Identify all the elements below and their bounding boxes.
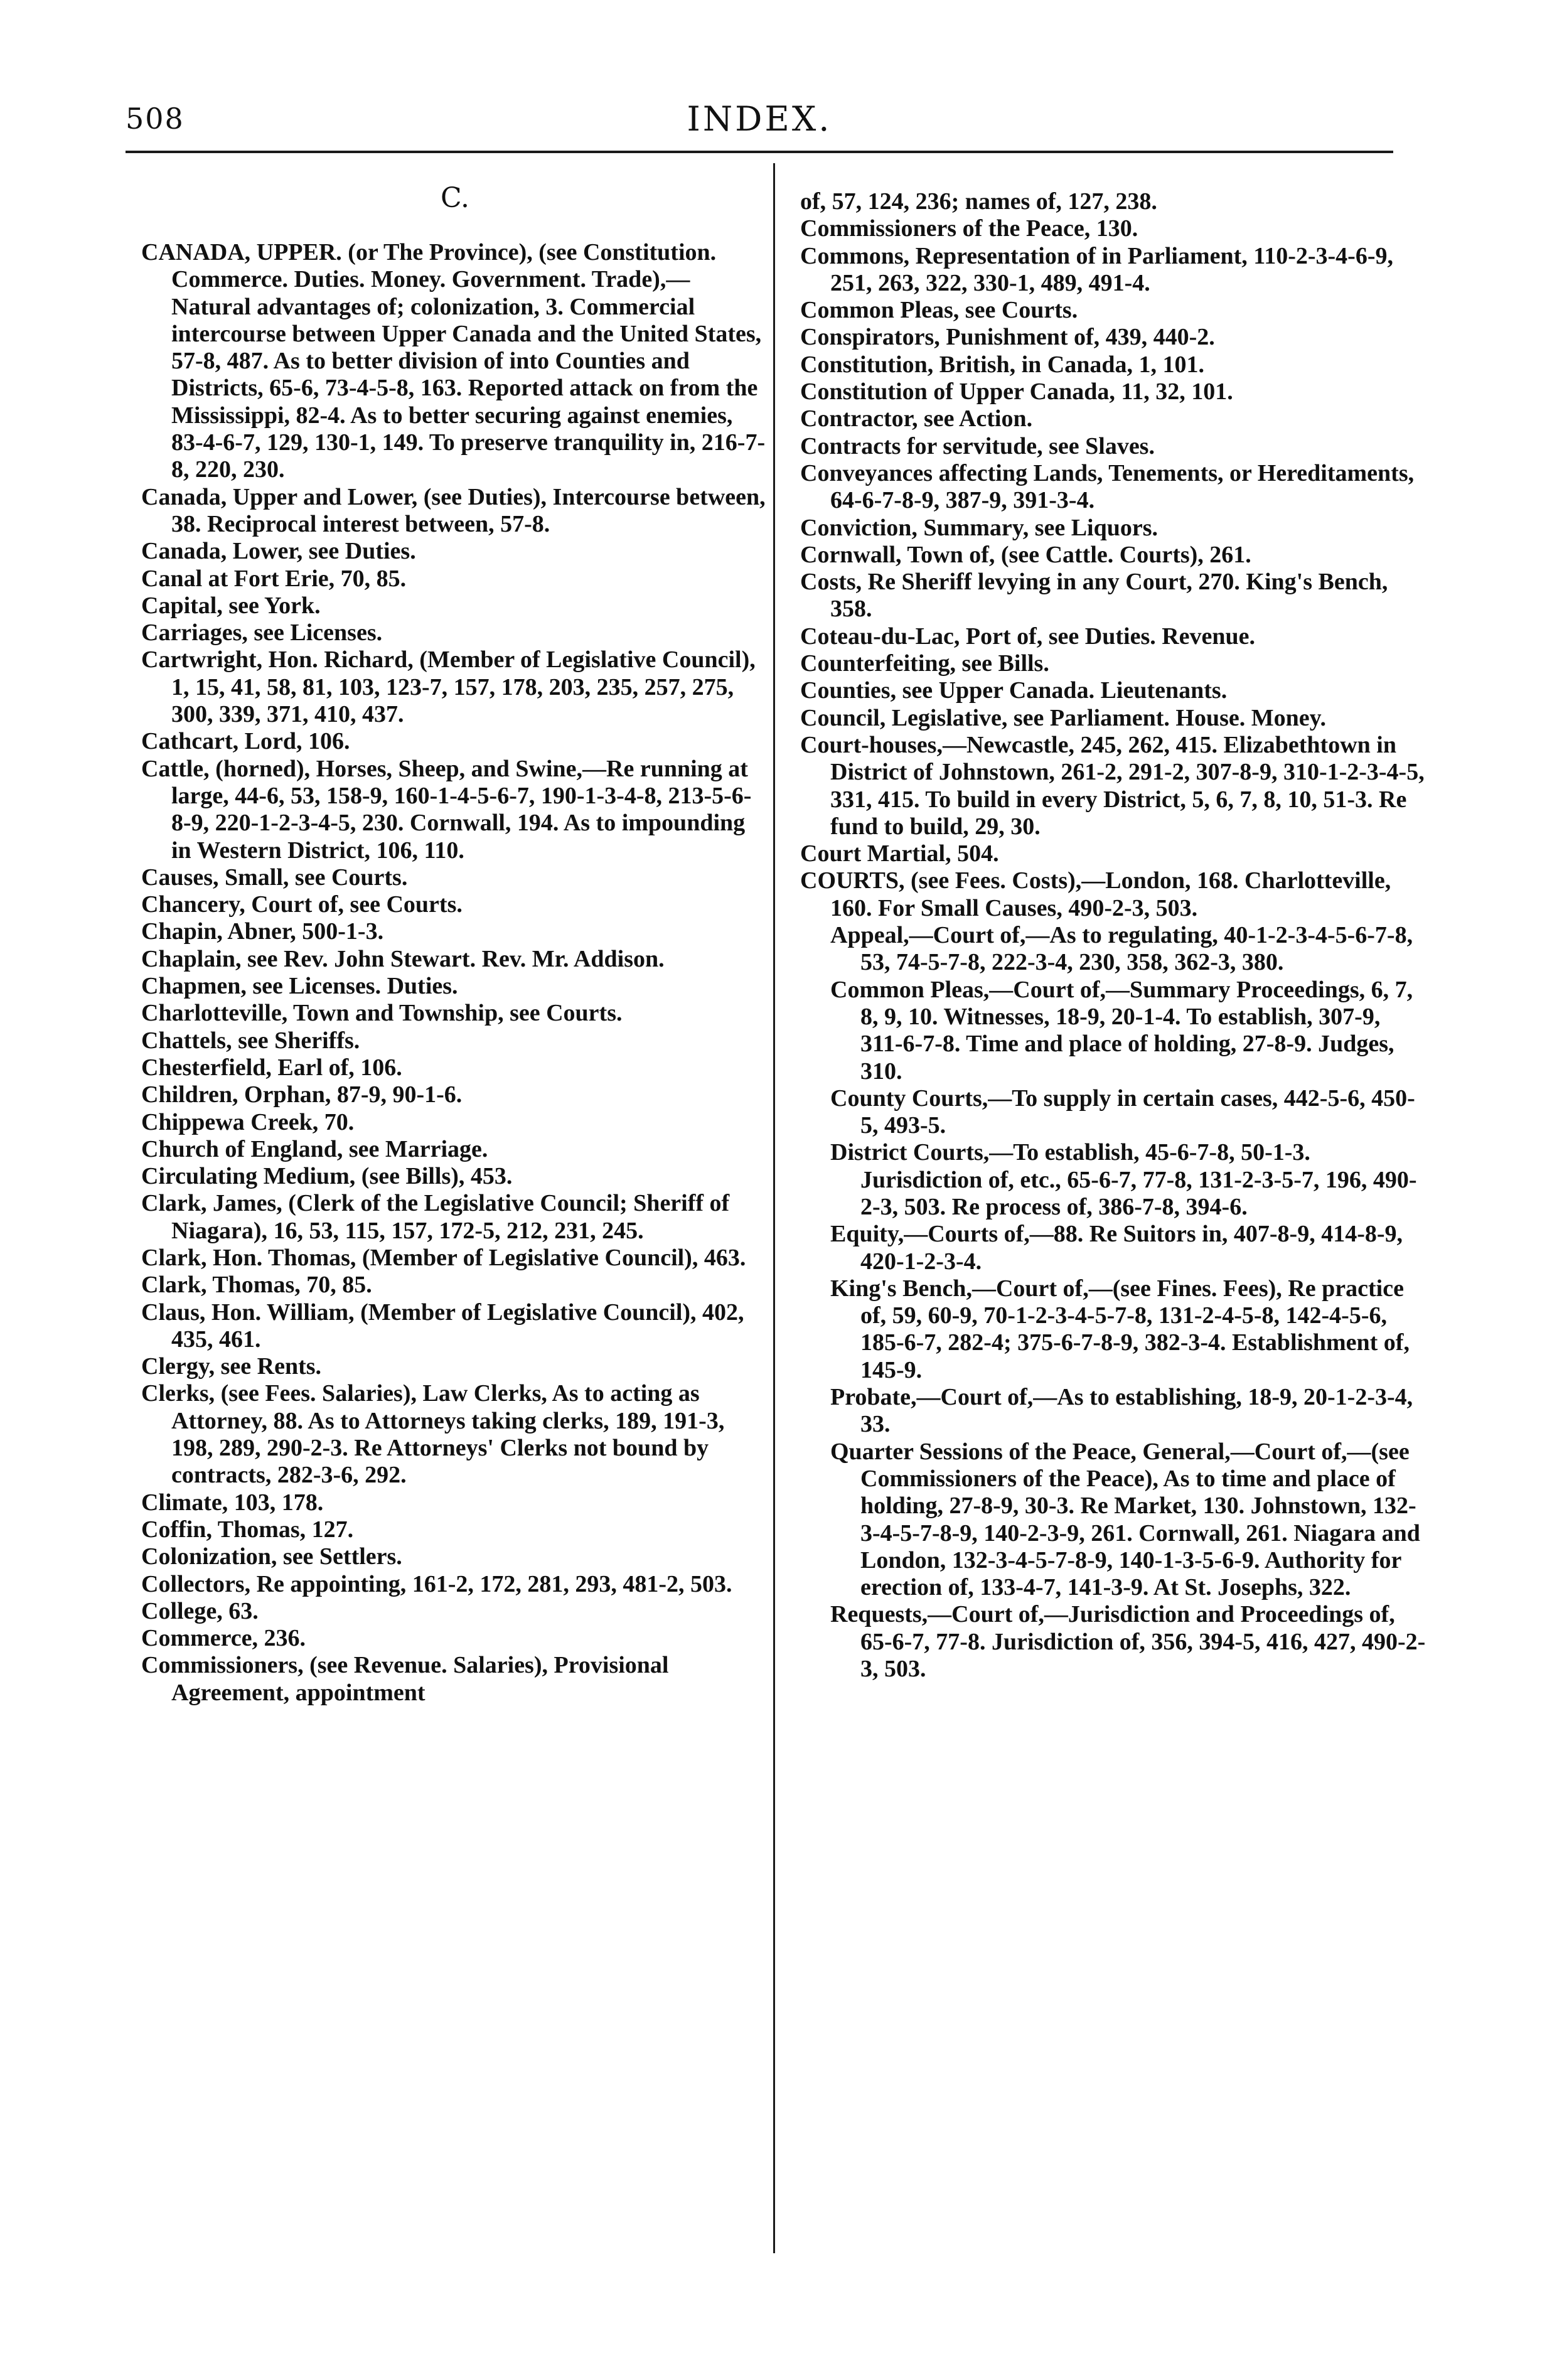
index-entry: Canada, Lower, see Duties. — [141, 538, 416, 565]
index-subentry: Probate,—Court of,—As to establishing, 18-9, 20-1-2-3-4, 33. — [830, 1384, 1413, 1438]
index-subentry: Common Pleas,—Court of,—Summary Proceedings, 6, 7, 8, 9, 10. Witnesses, 18-9, 20-1-4. To establish, 307-9, 311-6-7-8. Time and place of holding, 27-8-9. Judges, 310. — [830, 976, 1413, 1085]
index-entry: Counties, see Upper Canada. Lieutenants. — [800, 677, 1228, 704]
index-entry: Constitution of Upper Canada, 11, 32, 101. — [800, 378, 1233, 405]
index-entry: Church of England, see Marriage. — [141, 1135, 488, 1162]
index-entry: Cathcart, Lord, 106. — [141, 728, 350, 755]
index-entry: Capital, see York. — [141, 592, 321, 619]
index-entry: Coffin, Thomas, 127. — [141, 1516, 354, 1543]
index-entry: Cornwall, Town of, (see Cattle. Courts), 261. — [800, 541, 1251, 568]
page-header — [126, 94, 1393, 144]
index-entry: Clark, Hon. Thomas, (Member of Legislative Council), 463. — [141, 1244, 746, 1271]
index-entry: Chapmen, see Licenses. Duties. — [141, 973, 458, 1000]
index-entry: Constitution, British, in Canada, 1, 101. — [800, 351, 1205, 378]
index-entry: Commons, Representation of in Parliament, 110-2-3-4-6-9, 251, 263, 322, 330-1, 489, 491-4. — [800, 242, 1393, 296]
index-entry: Clark, Thomas, 70, 85. — [141, 1272, 372, 1299]
index-entry: COURTS, (see Fees. Costs),—London, 168. Charlotteville, 160. For Small Causes, 490-2-3, 503. — [800, 867, 1391, 921]
index-entry: Canada, Upper and Lower, (see Duties), Intercourse between, 38. Reciprocal interest between, 57-8. — [141, 483, 766, 537]
index-entry: Chapin, Abner, 500-1-3. — [141, 918, 384, 945]
section-letter: C. — [440, 182, 470, 214]
page-number: 508 — [126, 102, 185, 136]
index-entry: Chattels, see Sheriffs. — [141, 1027, 360, 1054]
header-rule — [126, 151, 1393, 153]
index-entry: Costs, Re Sheriff levying in any Court, 270. King's Bench, 358. — [800, 569, 1388, 623]
index-subentry: Equity,—Courts of,—88. Re Suitors in, 407-8-9, 414-8-9, 420-1-2-3-4. — [830, 1221, 1403, 1275]
index-entry: of, 57, 124, 236; names of, 127, 238. — [800, 188, 1157, 215]
index-entry: Commerce, 236. — [141, 1625, 306, 1652]
index-entry: Colonization, see Settlers. — [141, 1543, 402, 1570]
index-entry: Contractor, see Action. — [800, 405, 1033, 432]
index-subentry: Appeal,—Court of,—As to regulating, 40-1-2-3-4-5-6-7-8, 53, 74-5-7-8, 222-3-4, 230, 358, 362-3, 380. — [830, 922, 1413, 976]
index-entry: Circulating Medium, (see Bills), 453. — [141, 1163, 513, 1190]
index-entry: Children, Orphan, 87-9, 90-1-6. — [141, 1081, 463, 1108]
index-entry: College, 63. — [141, 1597, 259, 1624]
index-entry: Conspirators, Punishment of, 439, 440-2. — [800, 324, 1215, 351]
index-entry: Council, Legislative, see Parliament. House. Money. — [800, 704, 1327, 731]
index-entry: Clerks, (see Fees. Salaries), Law Clerks, As to acting as Attorney, 88. As to Attorneys taking clerks, 189, 191-3, 198, 289, 290-2-3. Re Attorneys' Clerks not bound by contracts, 282-3-6, 292. — [141, 1380, 725, 1489]
index-entry: Contracts for servitude, see Slaves. — [800, 432, 1155, 459]
index-entry: Chesterfield, Earl of, 106. — [141, 1054, 402, 1081]
index-entry: Claus, Hon. William, (Member of Legislative Council), 402, 435, 461. — [141, 1299, 744, 1353]
running-title: INDEX. — [687, 99, 832, 139]
index-entry: Clergy, see Rents. — [141, 1353, 322, 1380]
column-divider — [773, 163, 775, 2253]
index-entry: Cattle, (horned), Horses, Sheep, and Swine,—Re running at large, 44-6, 53, 158-9, 160-1-4-5-6-7, 190-1-3-4-8, 213-5-6-8-9, 220-1-2-3-4-5, 230. Cornwall, 194. As to impounding in Western District, 106, 110. — [141, 755, 752, 864]
index-entry: Court Martial, 504. — [800, 840, 999, 867]
index-entry: Common Pleas, see Courts. — [800, 297, 1078, 324]
left-column — [141, 169, 769, 1707]
index-subentry: Requests,—Court of,—Jurisdiction and Proceedings of, 65-6-7, 77-8. Jurisdiction of, 356, 394-5, 416, 427, 490-2-3, 503. — [830, 1601, 1426, 1683]
index-entry: Chippewa Creek, 70. — [141, 1108, 355, 1135]
index-entry: Chancery, Court of, see Courts. — [141, 891, 463, 918]
index-entry: Causes, Small, see Courts. — [141, 864, 408, 891]
index-entry: Court-houses,—Newcastle, 245, 262, 415. Elizabethtown in District of Johnstown, 261-2, 291-2, 307-8-9, 310-1-2-3-4-5, 331, 415. To build in every District, 5, 6, 7, 8, 10, 51-3. Re fund to build, 29, 30. — [800, 731, 1425, 840]
index-entry: Clark, James, (Clerk of the Legislative Council; Sheriff of Niagara), 16, 53, 115, 157, 172-5, 212, 231, 245. — [141, 1190, 730, 1244]
index-entry: Climate, 103, 178. — [141, 1489, 324, 1516]
index-entry: Charlotteville, Town and Township, see Courts. — [141, 1000, 623, 1027]
index-entry: Cartwright, Hon. Richard, (Member of Legislative Council), 1, 15, 41, 58, 81, 103, 123-7, 157, 178, 203, 235, 257, 275, 300, 339, 371, 410, 437. — [141, 646, 756, 728]
index-entry: Carriages, see Licenses. — [141, 619, 383, 646]
index-entry: Commissioners of the Peace, 130. — [800, 215, 1138, 242]
index-subentry: County Courts,—To supply in certain cases, 442-5-6, 450-5, 493-5. — [830, 1085, 1415, 1139]
index-entry: Chaplain, see Rev. John Stewart. Rev. Mr. Addison. — [141, 945, 665, 972]
index-subentry: Quarter Sessions of the Peace, General,—Court of,—(see Commissioners of the Peace), As to time and place of holding, 27-8-9, 30-3. Re Market, 130. Johnstown, 132-3-4-5-7-8-9, 140-2-3-9, 261. Cornwall, 261. Niagara and London, 132-3-4-5-7-8-9, 140-1-3-5-6-9. Authority for erection of, 133-4-7, 141-3-9. At St. Josephs, 322. — [830, 1438, 1420, 1601]
index-entry: CANADA, UPPER. (or The Province), (see Constitution. Commerce. Duties. Money. Government. Trade),—Natural advantages of; colonization, 3. Commercial intercourse between Upper Canada and the United States, 57-8, 487. As to better division of into Counties and Districts, 65-6, 73-4-5-8, 163. Reported attack on from the Mississippi, 82-4. As to better securing against enemies, 83-4-6-7, 129, 130-1, 149. To preserve tranquility in, 216-7-8, 220, 230. — [141, 239, 766, 483]
index-entry: Conviction, Summary, see Liquors. — [800, 514, 1159, 541]
index-entry: Canal at Fort Erie, 70, 85. — [141, 565, 407, 592]
index-entry: Coteau-du-Lac, Port of, see Duties. Revenue. — [800, 623, 1256, 650]
index-entry: Counterfeiting, see Bills. — [800, 650, 1049, 677]
index-subentry: District Courts,—To establish, 45-6-7-8, 50-1-3. Jurisdiction of, etc., 65-6-7, 77-8, 131-2-3-5-7, 196, 490-2-3, 503. Re process of, 386-7-8, 394-6. — [830, 1139, 1417, 1220]
right-column — [800, 188, 1428, 1683]
index-entry: Commissioners, (see Revenue. Salaries), Provisional Agreement, appointment — [141, 1652, 669, 1706]
index-entry: Collectors, Re appointing, 161-2, 172, 281, 293, 481-2, 503. — [141, 1570, 732, 1597]
index-subentry: King's Bench,—Court of,—(see Fines. Fees), Re practice of, 59, 60-9, 70-1-2-3-4-5-7-8, 131-2-4-5-8, 142-4-5-6, 185-6-7, 282-4; 375-6-7-8-9, 382-3-4. Establishment of, 145-9. — [830, 1275, 1410, 1383]
index-entry: Conveyances affecting Lands, Tenements, or Hereditaments, 64-6-7-8-9, 387-9, 391-3-4. — [800, 459, 1415, 514]
